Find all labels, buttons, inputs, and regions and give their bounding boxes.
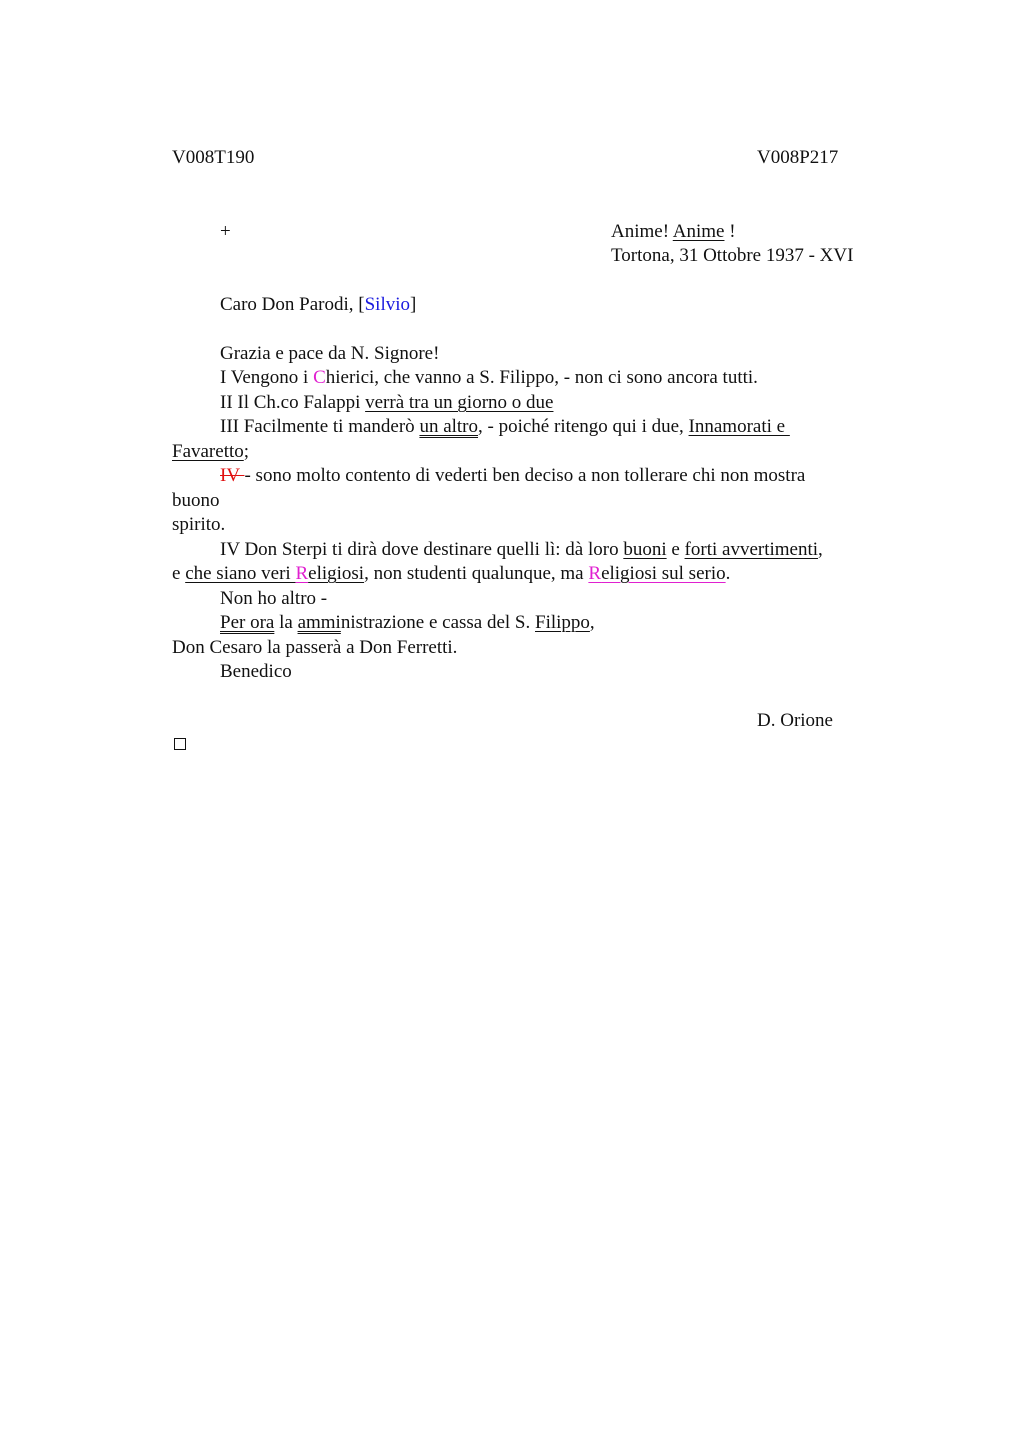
paragraph-7-line-1 xyxy=(220,611,595,635)
document-code-left: V008T190 xyxy=(172,147,255,168)
p5-text-and: e xyxy=(666,539,685,560)
square-symbol-icon xyxy=(174,738,186,750)
motto-underlined: Anime xyxy=(672,221,725,242)
salutation-name: Silvio xyxy=(364,294,410,315)
p5-text: IV Don Sterpi ti dirà dove destinare quelli lì: dà loro xyxy=(220,539,624,560)
p3-text-mid: , - poiché ritengo qui i due, xyxy=(478,416,689,437)
paragraph-1 xyxy=(220,366,758,390)
p7-text-la: la xyxy=(274,612,298,633)
salutation-prefix: Caro Don Parodi, [ xyxy=(220,294,365,315)
p1-text: I Vengono i xyxy=(220,367,314,388)
motto-part: Anime! xyxy=(611,221,670,242)
cross-symbol: + xyxy=(220,221,231,242)
paragraph-4-line-2: buono xyxy=(172,490,220,511)
p2-underlined: verrà tra un giorno o due xyxy=(365,392,554,413)
p7-double-underlined: Per ora xyxy=(220,612,275,633)
p3-text: III Facilmente ti manderò xyxy=(220,416,420,437)
salutation-suffix: ] xyxy=(410,294,417,315)
p1-highlight: C xyxy=(313,367,326,388)
p3-end: ; xyxy=(243,441,250,462)
p4-struck-numeral: IV xyxy=(220,465,245,486)
p5-highlight-1: R xyxy=(295,563,309,584)
p5-underlined-1: buoni xyxy=(623,539,667,560)
p7-double-underlined-2: ammi xyxy=(297,612,341,633)
p5-underlined-3: che siano veri xyxy=(185,563,296,584)
p7-comma: , xyxy=(589,612,595,633)
salutation xyxy=(220,293,416,317)
p3-names-underlined: Innamorati e xyxy=(688,416,790,437)
closing: Benedico xyxy=(220,661,292,682)
paragraph-2 xyxy=(220,391,553,415)
p5-highlight-2: R xyxy=(588,563,602,584)
paragraph-4-line-1 xyxy=(220,464,805,488)
p3-name-underlined: Favaretto xyxy=(172,441,244,462)
paragraph-5-line-1 xyxy=(220,538,823,562)
date-line: Tortona, 31 Ottobre 1937 - XVI xyxy=(611,245,854,266)
paragraph-3-line-1 xyxy=(220,415,790,439)
paragraph-7-line-2: Don Cesaro la passerà a Don Ferretti. xyxy=(172,637,458,658)
paragraph-6: Non ho altro - xyxy=(220,588,328,609)
p5-underlined-2: forti avvertimenti xyxy=(684,539,819,560)
page-code-right: V008P217 xyxy=(757,147,839,168)
paragraph-3-line-2 xyxy=(172,440,249,464)
p5-underlined-5: eligiosi sul serio xyxy=(601,563,726,584)
p5-comma: , xyxy=(818,539,823,560)
greeting: Grazia e pace da N. Signore! xyxy=(220,343,440,364)
motto xyxy=(611,220,736,244)
p5-text-e: e xyxy=(172,563,186,584)
p5-text-mid: , non studenti qualunque, ma xyxy=(364,563,589,584)
p7-text: nistrazione e cassa del S. xyxy=(340,612,535,633)
p4-text: - sono molto contento di vederti ben deciso a non tollerare chi non mostra xyxy=(244,465,806,486)
p1-text-end: hierici, che vanno a S. Filippo, - non ci sono ancora tutti. xyxy=(325,367,758,388)
p7-underlined: Filippo xyxy=(535,612,590,633)
signature: D. Orione xyxy=(757,710,833,731)
p2-text: II Il Ch.co Falappi xyxy=(220,392,366,413)
paragraph-5-line-2 xyxy=(172,562,730,586)
motto-end: ! xyxy=(724,221,736,242)
paragraph-4-line-3: spirito. xyxy=(172,514,226,535)
p5-period: . xyxy=(725,563,731,584)
p5-underlined-4: eligiosi xyxy=(308,563,365,584)
p3-double-underlined: un altro xyxy=(419,416,479,437)
